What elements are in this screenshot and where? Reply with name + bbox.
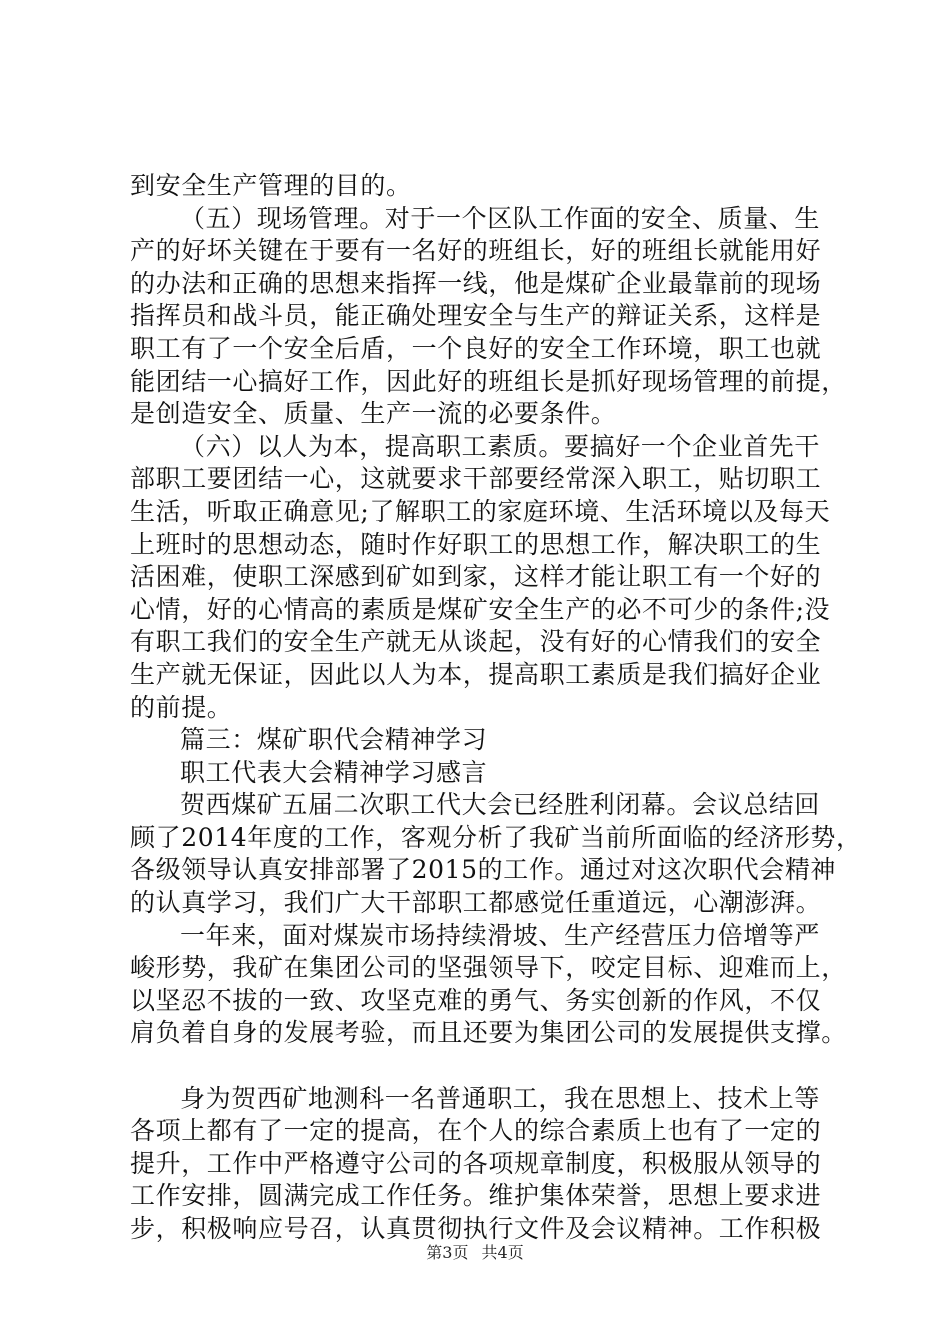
text-line: （六）以人为本，提高职工素质。要搞好一个企业首先干 xyxy=(180,431,821,461)
text-line: 职工有了一个安全后盾，一个良好的安全工作环境，职工也就 xyxy=(130,333,822,363)
text-line: 到安全生产管理的目的。 xyxy=(130,171,412,200)
text-line: 生活，听取正确意见;了解职工的家庭环境、生活环境以及每天 xyxy=(130,496,831,526)
text-line: 活困难，使职工深感到矿如到家，这样才能让职工有一个好的 xyxy=(130,562,822,592)
text-line: 的认真学习，我们广大干部职工都感觉任重道远，心潮澎湃。 xyxy=(130,888,822,918)
document-body xyxy=(130,170,862,1246)
text-line: 各项上都有了一定的提高，在个人的综合素质上也有了一定的 xyxy=(130,1116,822,1146)
text-line: 的办法和正确的思想来指挥一线，他是煤矿企业最靠前的现场 xyxy=(130,268,822,298)
text-line: 部职工要团结一心，这就要求干部要经常深入职工，贴切职工 xyxy=(130,464,822,494)
text-line: 能团结一心搞好工作，因此好的班组长是抓好现场管理的前提， xyxy=(130,366,847,396)
text-line: 有职工我们的安全生产就无从谈起，没有好的心情我们的安全 xyxy=(130,627,822,657)
text-line: 身为贺西矿地测科一名普通职工，我在思想上、技术上等 xyxy=(180,1083,821,1113)
text-line: 提升，工作中严格遵守公司的各项规章制度，积极服从领导的 xyxy=(130,1148,822,1178)
text-line: 心情，好的心情高的素质是煤矿安全生产的必不可少的条件;没 xyxy=(130,594,831,624)
text-line: 各级领导认真安排部署了2015的工作。通过对这次职代会精神 xyxy=(130,855,837,885)
text-line: 步，积极响应号召，认真贯彻执行文件及会议精神。工作积极 xyxy=(130,1214,822,1243)
text-line: 是创造安全、质量、生产一流的必要条件。 xyxy=(130,399,617,429)
text-line: 顾了2014年度的工作，客观分析了我矿当前所面临的经济形势， xyxy=(130,822,862,852)
text-line: 生产就无保证，因此以人为本，提高职工素质是我们搞好企业 xyxy=(130,659,822,689)
text-line: 以坚忍不拔的一致、攻坚克难的勇气、务实创新的作风，不仅 xyxy=(130,985,822,1015)
text-line: 的前提。 xyxy=(130,692,233,722)
text-line: 贺西煤矿五届二次职工代大会已经胜利闭幕。会议总结回 xyxy=(180,790,821,820)
page-total: 共4页 xyxy=(481,1243,524,1262)
section-heading: 篇三：煤矿职代会精神学习 xyxy=(180,725,488,755)
text-line: 峻形势，我矿在集团公司的坚强领导下，咬定目标、迎难而上， xyxy=(130,953,847,983)
section-subheading: 职工代表大会精神学习感言 xyxy=(180,757,488,787)
page-footer xyxy=(0,1243,950,1263)
text-line: 肩负着自身的发展考验，而且还要为集团公司的发展提供支撑。 xyxy=(130,1018,847,1048)
text-line: （五）现场管理。对于一个区队工作面的安全、质量、生 xyxy=(180,203,821,233)
blank-line xyxy=(130,1050,850,1083)
text-line: 指挥员和战斗员，能正确处理安全与生产的辩证关系，这样是 xyxy=(130,301,822,331)
text-line: 工作安排，圆满完成工作任务。维护集体荣誉，思想上要求进 xyxy=(130,1181,822,1211)
page-number: 第3页 xyxy=(426,1243,469,1262)
text-line: 上班时的思想动态，随时作好职工的思想工作，解决职工的生 xyxy=(130,529,822,559)
text-line: 一年来，面对煤炭市场持续滑坡、生产经营压力倍增等严 xyxy=(180,920,821,950)
text-line: 产的好坏关键在于要有一名好的班组长，好的班组长就能用好 xyxy=(130,236,822,266)
